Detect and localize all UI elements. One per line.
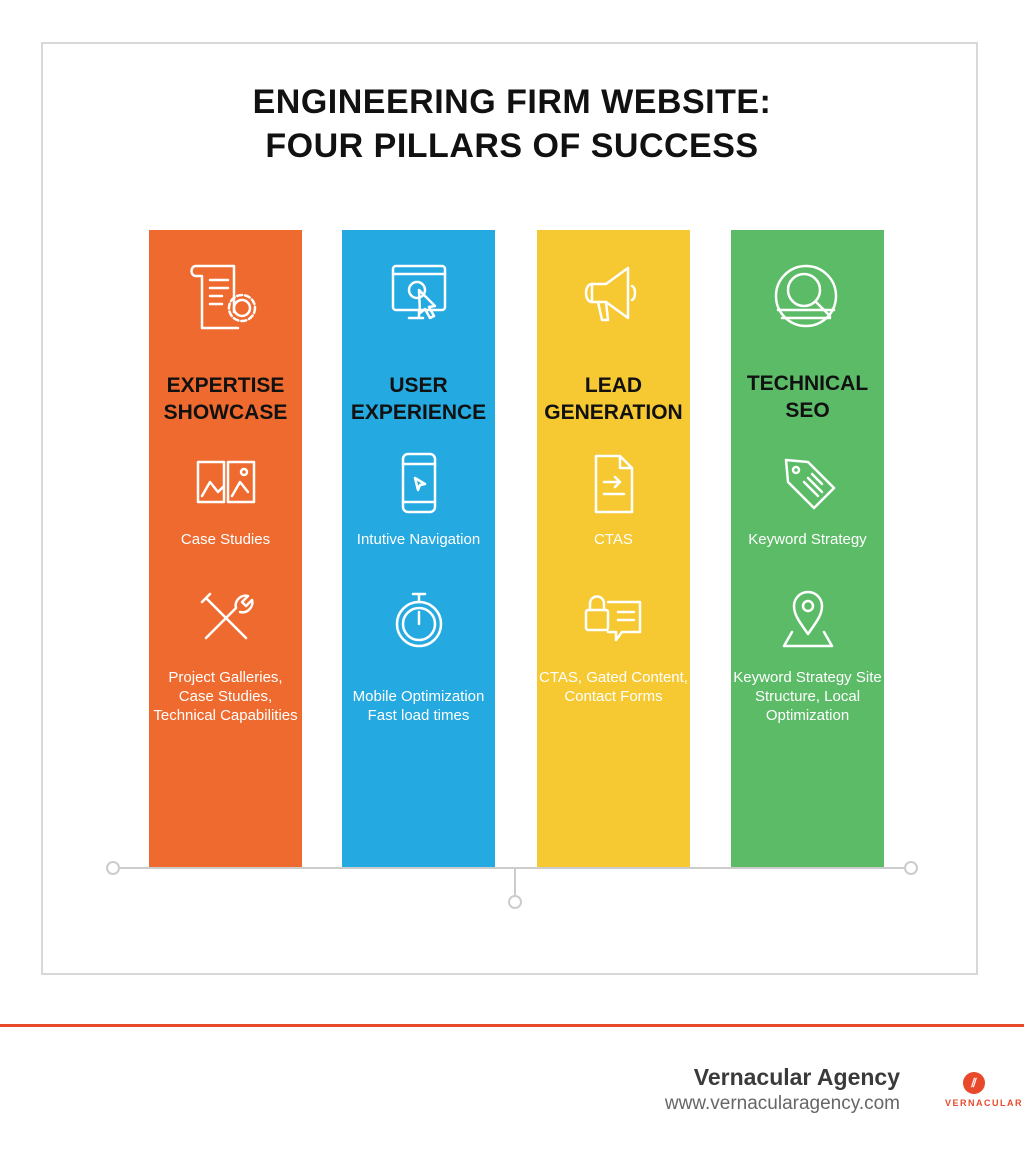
logo-mark-icon: ⫽ <box>963 1072 985 1094</box>
open-book-icon <box>149 452 302 508</box>
monitor-cursor-icon <box>342 260 495 334</box>
page-title <box>0 80 1024 168</box>
timeline-node-left <box>106 861 120 875</box>
footer-brand <box>665 1064 900 1115</box>
logo-text: VERNACULAR <box>945 1098 1023 1108</box>
megaphone-icon <box>537 260 690 334</box>
lock-form-icon <box>537 588 690 652</box>
timeline-line <box>113 867 911 869</box>
wrench-screwdriver-icon <box>149 588 302 648</box>
pillar-heading: USER EXPERIENCE <box>350 374 487 424</box>
pillar-technical-seo <box>731 230 884 867</box>
location-pin-icon <box>731 588 884 652</box>
pillar-item: CTAS, Gated Content, Contact Forms <box>539 669 688 705</box>
pillar-heading: LEAD GENERATION <box>544 374 683 424</box>
timeline-node-right <box>904 861 918 875</box>
pillar-item: Case Studies <box>180 531 271 548</box>
smartphone-icon <box>342 452 495 516</box>
timeline-node-center <box>508 895 522 909</box>
pillar-item: CTAS <box>594 531 633 548</box>
price-tag-icon <box>731 452 884 512</box>
footer-divider <box>0 1024 1024 1027</box>
title-line-2: FOUR PILLARS OF SUCCESS <box>265 127 759 165</box>
pillar-item: Keyword Strategy Site Structure, Local Optimization <box>733 669 882 724</box>
globe-magnifier-icon <box>731 260 884 334</box>
stopwatch-icon <box>342 588 495 652</box>
agency-name: Vernacular Agency <box>693 1064 900 1090</box>
title-line-1: ENGINEERING FIRM WEBSITE: <box>252 83 772 121</box>
pillar-lead-generation <box>537 230 690 867</box>
pillar-item: Project Galleries, Case Studies, Technical Capabilities <box>153 669 298 724</box>
pillar-item: Mobile Optimization Fast load times <box>352 688 485 724</box>
pillar-item: Keyword Strategy <box>748 531 867 548</box>
pillar-heading: TECHNICAL SEO <box>746 372 869 422</box>
document-arrow-icon <box>537 452 690 516</box>
timeline-stem <box>514 868 516 896</box>
document-gear-icon <box>149 260 302 334</box>
pillar-heading: EXPERTISE SHOWCASE <box>163 374 288 424</box>
pillar-expertise-showcase <box>149 230 302 867</box>
vernacular-logo <box>945 1072 1023 1108</box>
pillar-user-experience <box>342 230 495 867</box>
pillar-item: Intutive Navigation <box>356 531 481 548</box>
agency-url[interactable]: www.vernacularagency.com <box>664 1093 900 1114</box>
